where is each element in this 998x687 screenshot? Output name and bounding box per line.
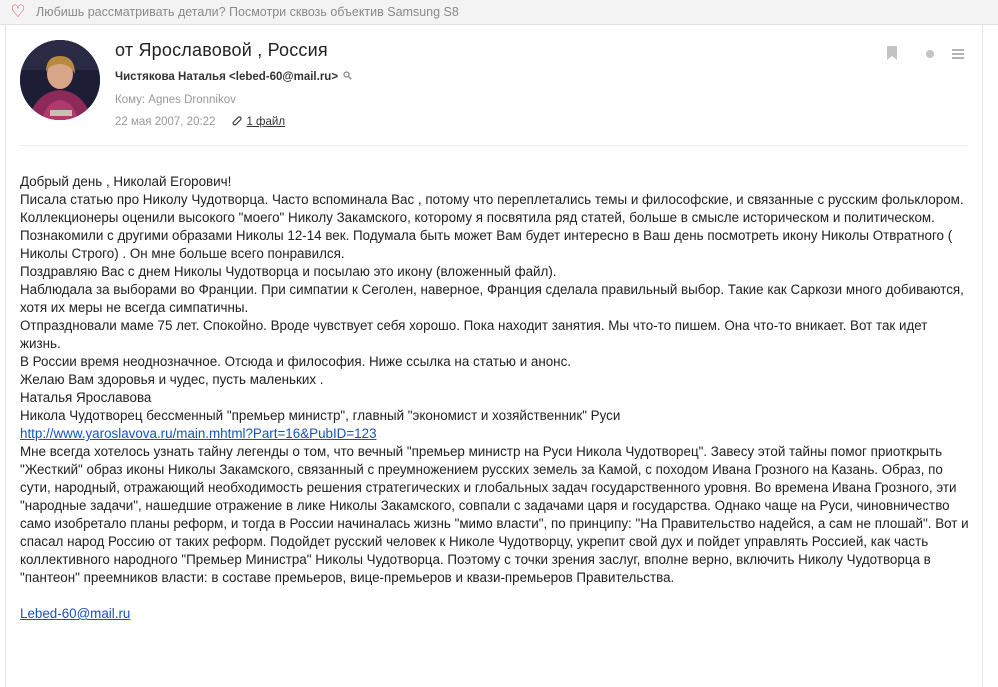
spacer	[20, 587, 970, 605]
body-paragraph: Отпраздновали маме 75 лет. Спокойно. Вроде чувствует себя хорошо. Пока находит занятия. Мы что-то пишем. Она что-то вникает. Вот так идет жизнь.	[20, 318, 928, 351]
magnifier-icon[interactable]	[343, 71, 352, 83]
message-date: 22 мая 2007, 20:22	[115, 116, 216, 128]
body-paragraph: Добрый день , Николай Егорович!	[20, 174, 232, 189]
avatar-photo	[20, 40, 100, 120]
attachment-count[interactable]: 1 файл	[246, 116, 286, 128]
meta-row	[115, 115, 285, 129]
signature: Наталья Ярославова	[20, 390, 152, 405]
sender-row	[115, 71, 352, 83]
recipient: Кому: Agnes Dronnikov	[115, 94, 236, 106]
paperclip-icon	[231, 115, 242, 129]
sender-name[interactable]: Чистякова Наталья <lebed-60@mail.ru>	[115, 71, 339, 83]
body-paragraph: В России время неоднозначное. Отсюда и философия. Ниже ссылка на статью и анонс.	[20, 354, 571, 369]
attachment-link[interactable]	[231, 115, 285, 129]
message-body	[20, 173, 970, 623]
body-paragraph: Поздравляю Вас с днем Николы Чудотворца и посылаю это икону (вложенный файл).	[20, 264, 557, 279]
article-title: Никола Чудотворец бессменный "премьер министр", главный "экономист и хозяйственник" Руси	[20, 408, 621, 423]
message-subject: от Ярославовой , Россия	[115, 40, 328, 60]
body-paragraph: Писала статью про Николу Чудотворца. Часто вспоминала Вас , потому что переплетались темы и философские, и связанные с русским фольклором. Коллекционеры оценили высокого "моего" Николу Закамского, которому я посвятила ряд статей, больше в смысле историческом и политическом. Познакомили с другими образами Николы 12-14 век. Подумала быть может Вам будет интересно в Ваш день посмотреть икону Николы Отвратного ( Николы Строго) . Он мне больше всего понравился.	[20, 192, 964, 261]
promo-text[interactable]: Любишь рассматривать детали? Посмотри сквозь объектив Samsung S8	[36, 5, 459, 19]
body-paragraph: Желаю Вам здоровья и чудес, пусть маленьких .	[20, 372, 324, 387]
heart-outline-icon: ♡	[10, 2, 26, 21]
hamburger-menu-icon[interactable]	[952, 46, 964, 65]
dot-icon[interactable]	[924, 46, 936, 65]
avatar[interactable]	[20, 40, 100, 120]
email-link[interactable]: Lebed-60@mail.ru	[20, 606, 131, 621]
article-text: Мне всегда хотелось узнать тайну легенды о том, что вечный "премьер министр на Руси Никола Чудотворец". Завесу этой тайны помог приоткрыть "Жесткий" образ иконы Николы Закамского, связанный с преумножением русских земель за Камой, с походом Ивана Грозного на Казань. Образ, по сути, народный, отражающий необходимость решения стратегических и глобальных задач государственного уровня. Во времена Ивана Грозного, эти "народные задачи", нашедшие отражение в лике Николы Закамского, совпали с задачами царя и государства. Однако чаще на Руси, чиновничество само изобретало планы реформ, и тогда в России начиналась жизнь "мимо власти", по принципу: "На Правительство надейся, а сам не плошай". Вот и спасал народ Россию от таких реформ. Подойдет русский человек к Николе Чудотворцу, укрепит свой дух и пойдет управлять Россией, как часть коллективного народного "Премьер Министра" Николы Чудотворца. Поэтому с точки зрения заслуг, вполне верно, включить Николу Чудотворца в "пантеон" преемников власти: в составе премьеров, вице-премьеров и квази-премьеров Правительства.	[20, 444, 969, 585]
article-link[interactable]: http://www.yaroslavova.ru/main.mhtml?Part=16&PubID=123	[20, 426, 377, 441]
body-paragraph: Наблюдала за выборами во Франции. При симпатии к Сеголен, наверное, Франция сделала правильный выбор. Такие как Саркози много добиваются, хотя их меры не всегда симпатичны.	[20, 282, 964, 315]
header-divider	[20, 145, 968, 146]
promo-banner[interactable]	[0, 0, 998, 25]
bookmark-icon[interactable]	[886, 46, 898, 65]
